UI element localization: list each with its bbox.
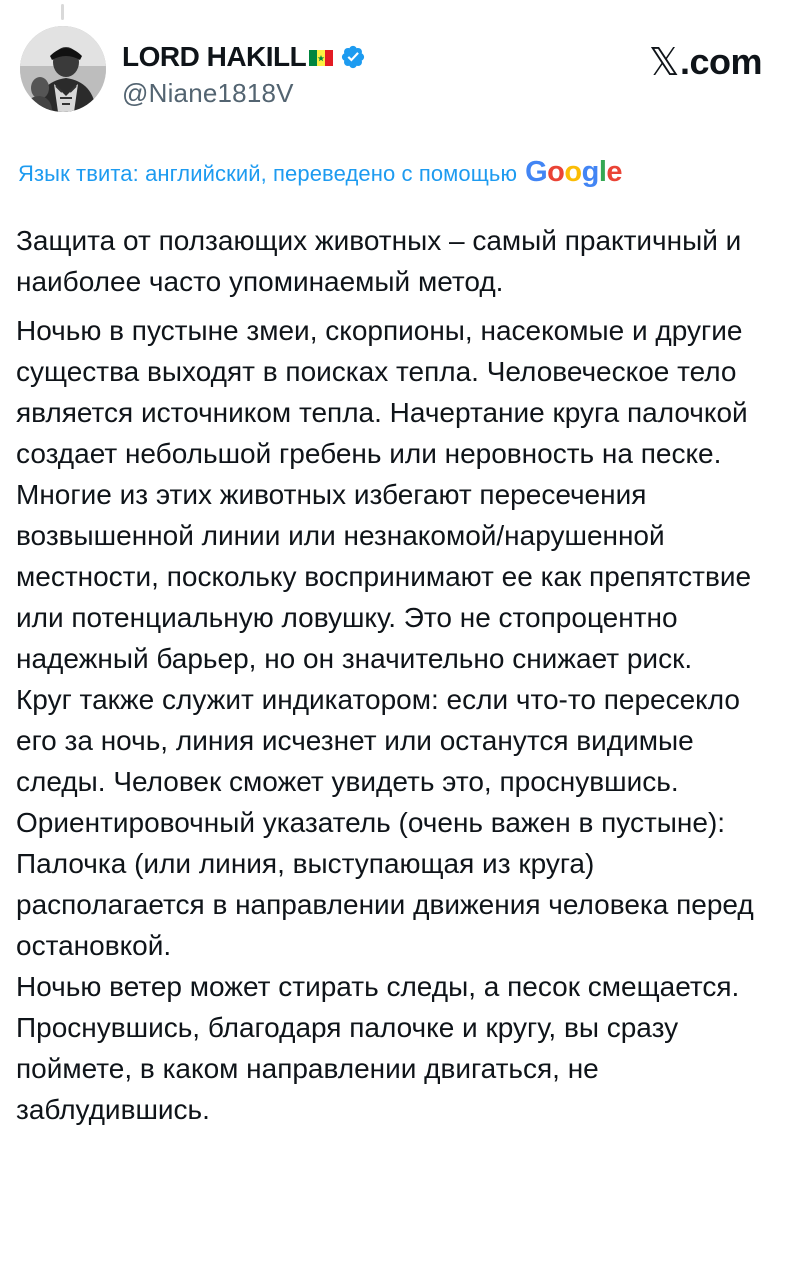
tweet-paragraph: Ночью в пустыне змеи, скорпионы, насекомые и другие существа выходят в поисках тепла. Человеческое тело является источником тепла. Начертание круга палочкой создает небольшой гребень или неровность на песке. Многие из этих животных избегают пересечения возвышенной линии или незнакомой/нарушенной местности, поскольку воспринимают ее как препятствие или потенциальную ловушку. Это не стопроцентно надежный барьер, но он значительно снижает риск. [16,315,752,674]
tweet-header [20,26,780,120]
x-logo-icon: 𝕏 [648,40,679,84]
site-logo [649,40,762,84]
avatar[interactable] [20,26,106,112]
name-row [122,40,366,74]
google-logo: Google [525,156,623,188]
site-logo-text: .com [679,41,762,82]
tweet-text [16,220,786,1130]
verified-badge-icon [340,44,366,70]
translation-notice[interactable] [18,156,622,189]
tweet-paragraph: Палочка (или линия, выступающая из круга) располагается в направлении движения человека перед остановкой. [16,848,754,961]
author-info [122,40,366,109]
display-name[interactable]: LORD HAKILL [122,41,307,72]
senegal-flag-icon [309,50,333,66]
tweet-paragraph: Ночью ветер может стирать следы, а песок смещается. Проснувшись, благодаря палочке и кругу, вы сразу поймете, в каком направлении двигаться, не заблудившись. [16,971,740,1125]
tweet-paragraph: Защита от ползающих животных – самый практичный и наиболее часто упоминаемый метод. [16,225,742,297]
user-handle[interactable]: @Niane1818V [122,78,294,108]
tweet-paragraph: Круг также служит индикатором: если что-то пересекло его за ночь, линия исчезнет или останутся видимые следы. Человек сможет увидеть это, проснувшись. [16,684,740,797]
top-edge-mark [61,4,64,20]
tweet-paragraph: Ориентировочный указатель (очень важен в пустыне): [16,807,726,838]
translation-label: Язык твита: английский, переведено с помощью [18,161,518,186]
